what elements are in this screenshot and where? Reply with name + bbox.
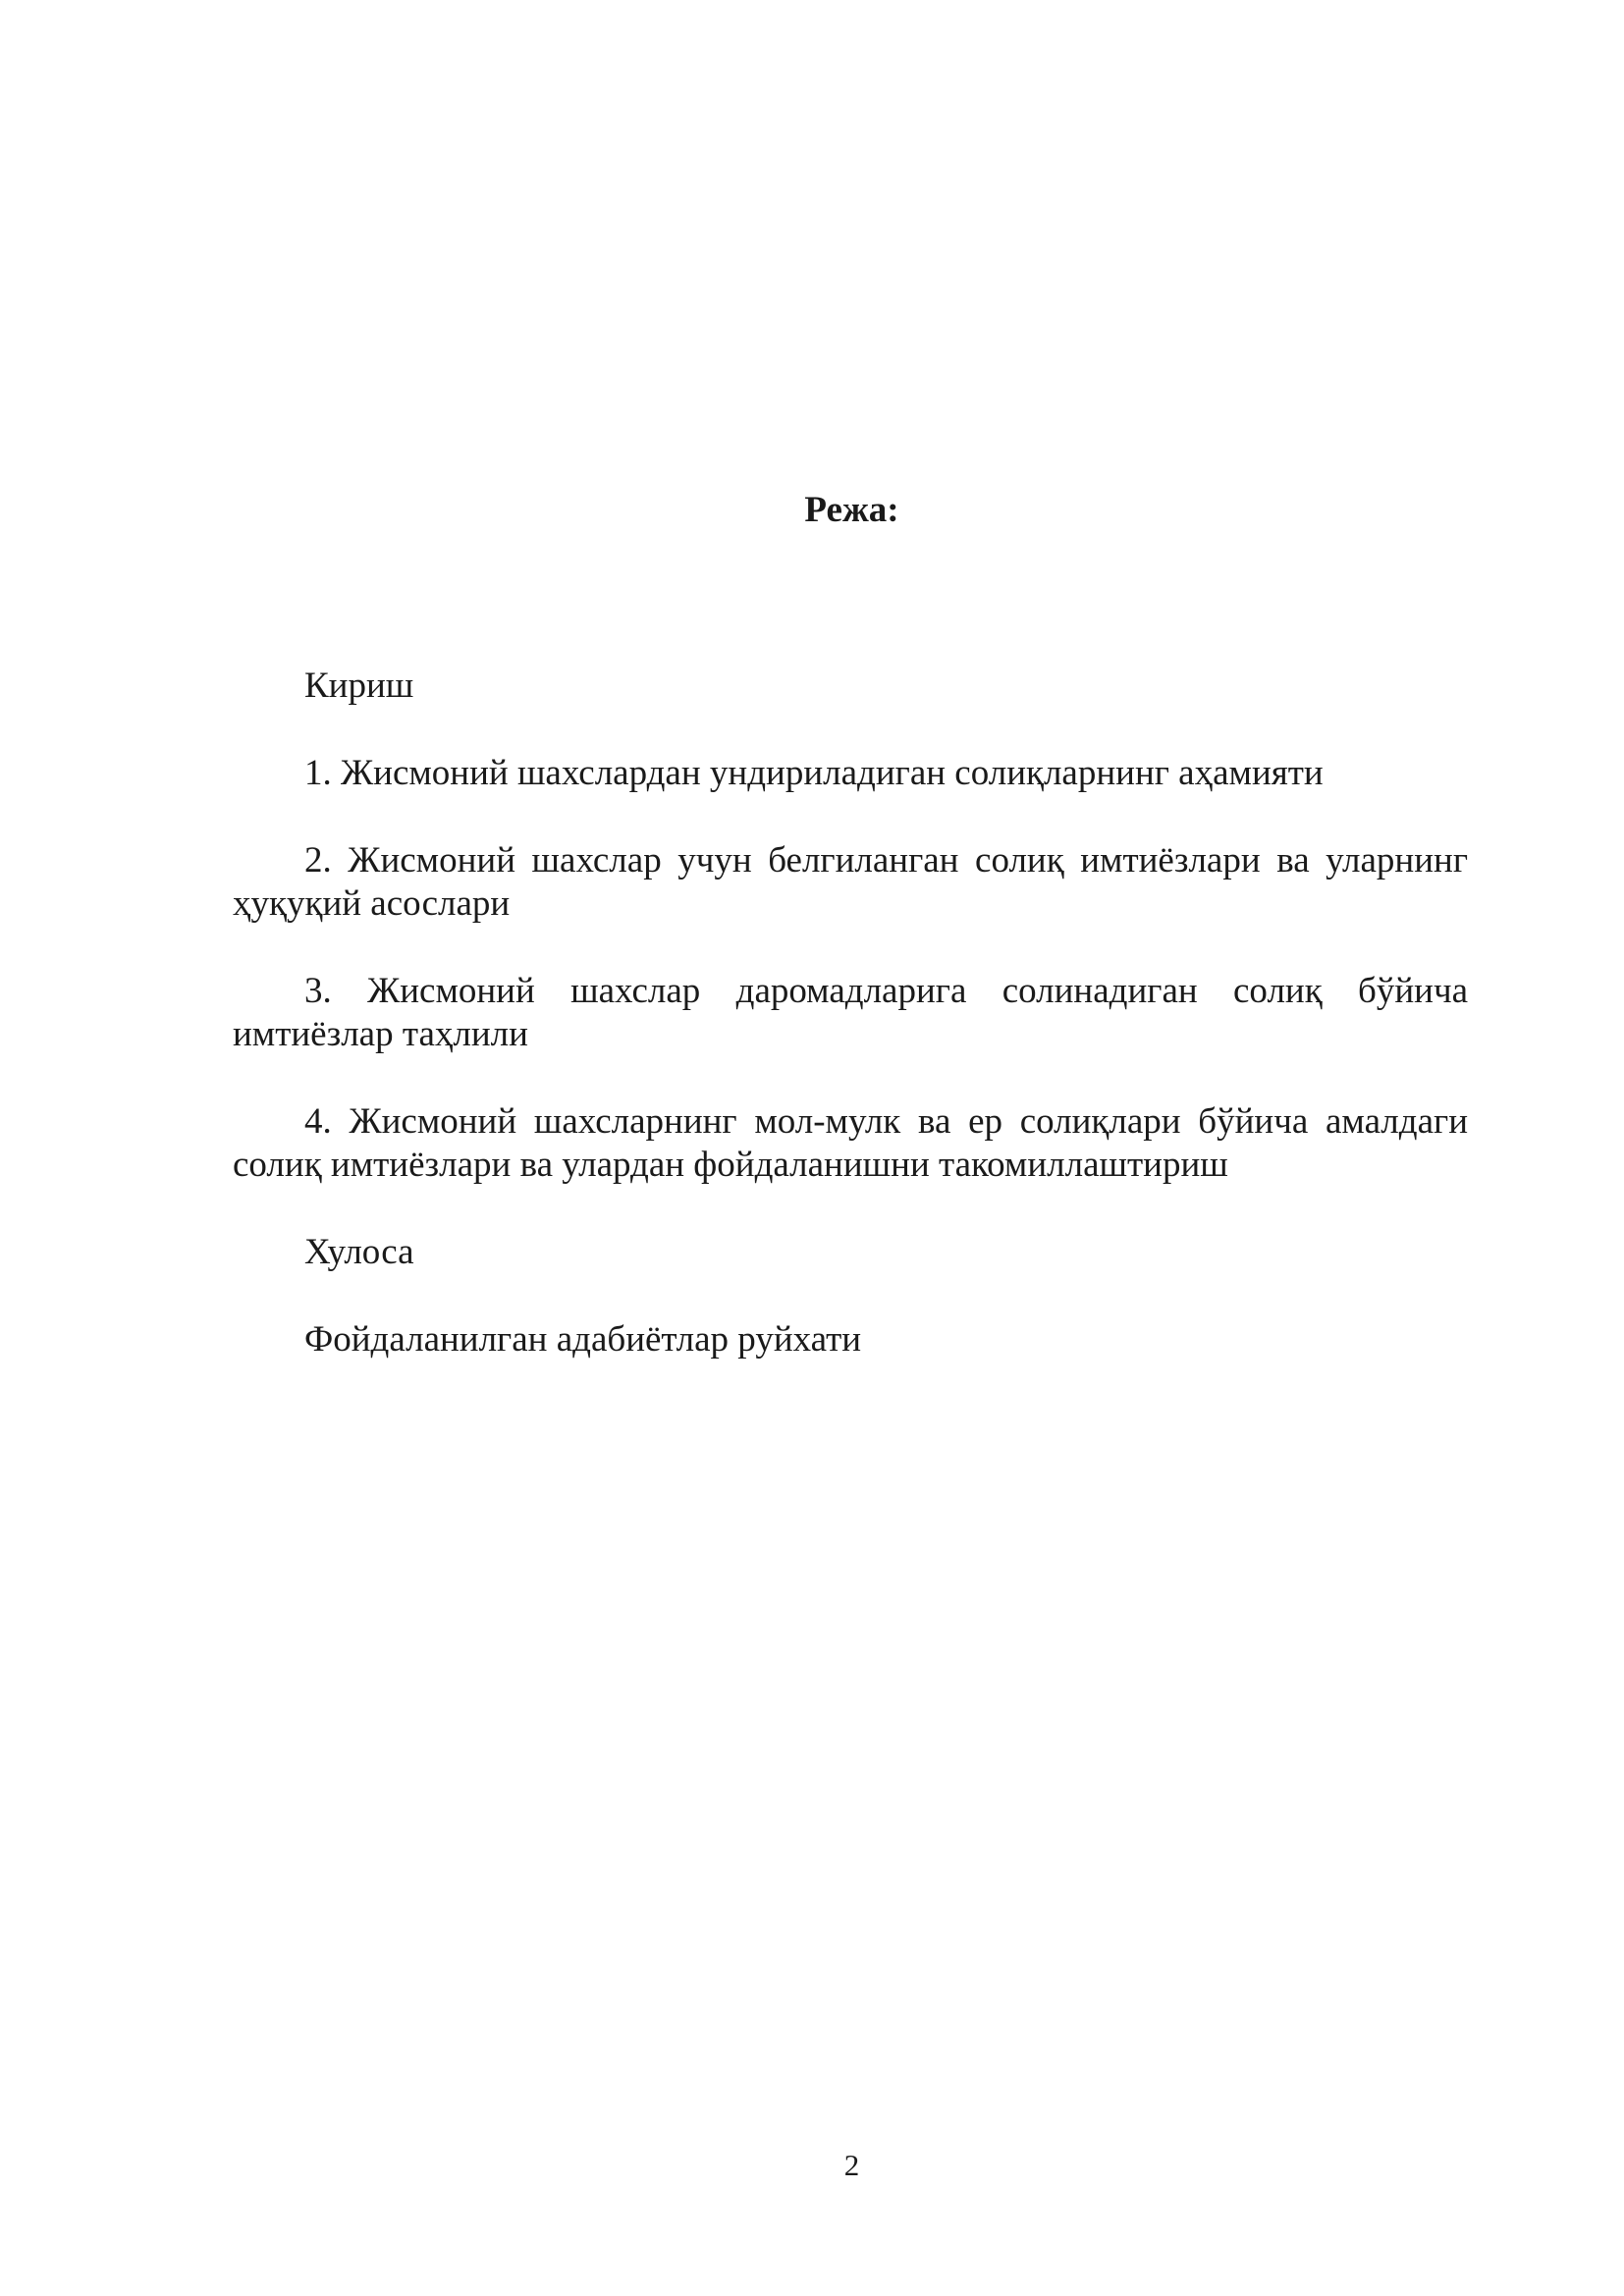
- plan-item-references: Фойдаланилган адабиётлар руйхати: [304, 1319, 862, 1360]
- plan-item-conclusion: Хулоса: [304, 1232, 414, 1272]
- page-title: Режа:: [804, 490, 899, 530]
- plan-item-3: 3. Жисмоний шахслар даромадларига солинадиган солиқ бўйича имтиёзлар таҳлили: [233, 971, 1468, 1054]
- plan-item-4: 4. Жисмоний шахсларнинг мол-мулк ва ер солиқлари бўйича амалдаги солиқ имтиёзлари ва улардан фойдаланишни такомиллаштириш: [233, 1101, 1468, 1185]
- plan-list: [233, 665, 1468, 1406]
- plan-item-1: 1. Жисмоний шахслардан ундириладиган солиқларнинг аҳамияти: [304, 753, 1324, 793]
- plan-item-introduction: Кириш: [304, 666, 414, 706]
- page-number: 2: [843, 2148, 860, 2182]
- plan-item-2: 2. Жисмоний шахслар учун белгиланган солиқ имтиёзлари ва уларнинг ҳуқуқий асослари: [233, 840, 1468, 924]
